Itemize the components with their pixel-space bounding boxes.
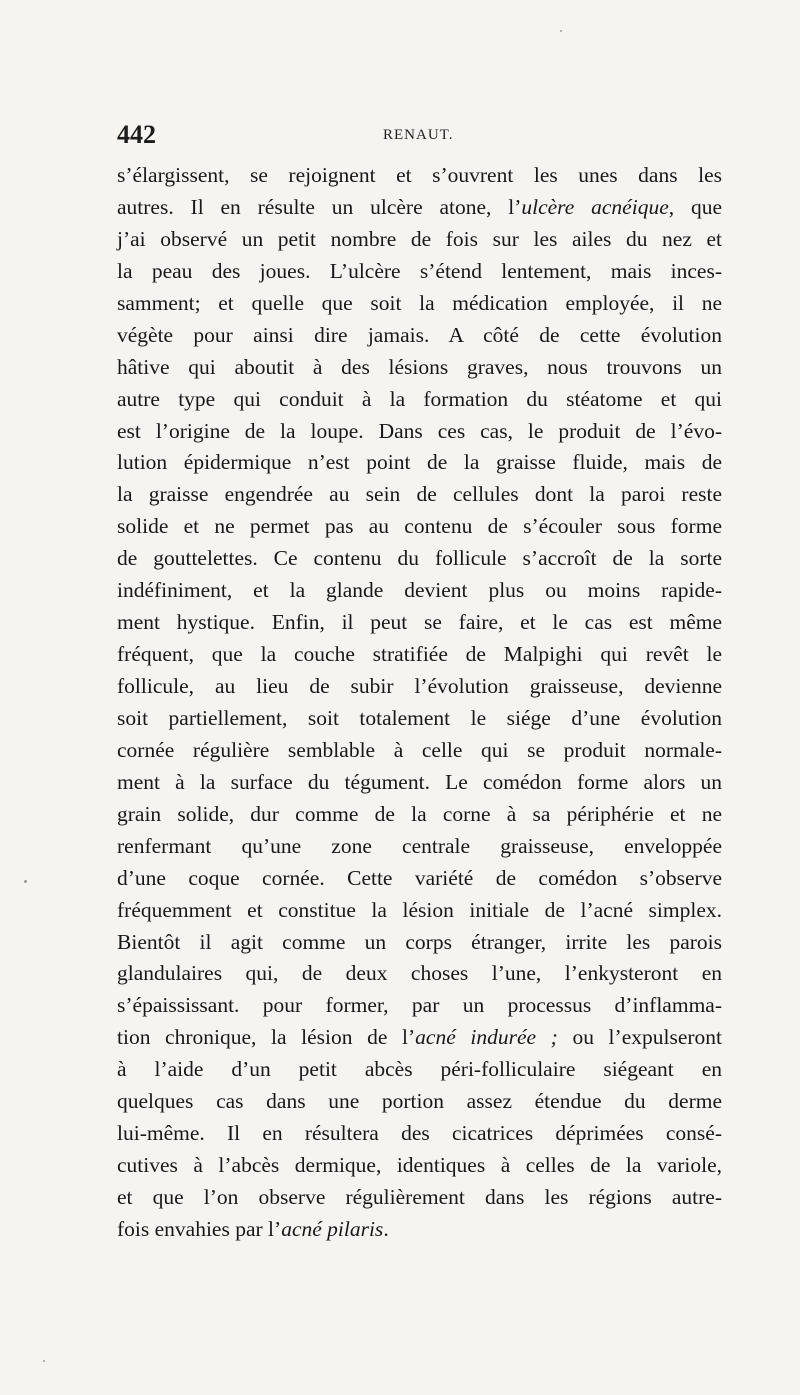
paper-speck bbox=[43, 1360, 45, 1362]
text-span: d’une coque cornée. Cette variété de comédon s’observe bbox=[117, 865, 722, 890]
text-span: Bientôt il agit comme un corps étranger, irrite les parois bbox=[117, 929, 722, 954]
text-line bbox=[117, 224, 722, 256]
text-line bbox=[117, 1150, 722, 1182]
italic-text-span: acné pilaris bbox=[281, 1216, 384, 1241]
text-line bbox=[117, 543, 722, 575]
text-line bbox=[117, 447, 722, 479]
text-line bbox=[117, 416, 722, 448]
text-span: cutives à l’abcès dermique, identiques à celles de la variole, bbox=[117, 1153, 722, 1178]
text-span: glandulaires qui, de deux choses l’une, l’enkysteront en bbox=[117, 961, 722, 986]
text-line bbox=[117, 288, 722, 320]
text-line bbox=[117, 831, 722, 863]
text-line bbox=[117, 575, 722, 607]
text-span: . bbox=[383, 1216, 389, 1241]
text-span: samment; et quelle que soit la médication employée, il ne bbox=[117, 290, 722, 315]
text-line bbox=[117, 799, 722, 831]
body-text bbox=[117, 160, 722, 1246]
text-line bbox=[117, 384, 722, 416]
text-span: la graisse engendrée au sein de cellules dont la paroi reste bbox=[117, 482, 722, 507]
text-line bbox=[117, 192, 722, 224]
text-span: soit partiellement, soit totalement le siége d’une évolution bbox=[117, 705, 722, 730]
text-span: lution épidermique n’est point de la graisse fluide, mais de bbox=[117, 450, 722, 475]
text-span: s’élargissent, se rejoignent et s’ouvrent les unes dans les bbox=[117, 163, 722, 187]
text-span: hâtive qui aboutit à des lésions graves, nous trouvons un bbox=[117, 354, 722, 379]
text-span: ment à la surface du tégument. Le comédon forme alors un bbox=[117, 769, 722, 794]
text-span: renfermant qu’une zone centrale graisseuse, enveloppée bbox=[117, 833, 722, 858]
text-span: j’ai observé un petit nombre de fois sur les ailes du nez et bbox=[117, 226, 722, 251]
text-span: solide et ne permet pas au contenu de s’écouler sous forme bbox=[117, 514, 722, 539]
text-span: grain solide, dur comme de la corne à sa périphérie et ne bbox=[117, 801, 722, 826]
text-line bbox=[117, 160, 722, 192]
text-span: quelques cas dans une portion assez étendue du derme bbox=[117, 1089, 722, 1114]
text-span: s’épaississant. pour former, par un processus d’inflamma- bbox=[117, 993, 722, 1018]
text-span: végète pour ainsi dire jamais. A côté de cette évolution bbox=[117, 322, 722, 347]
text-line bbox=[117, 511, 722, 543]
text-line bbox=[117, 990, 722, 1022]
text-span: tion chronique, la lésion de l’ bbox=[117, 1025, 416, 1050]
text-line bbox=[117, 703, 722, 735]
paper-speck bbox=[24, 880, 27, 883]
text-line bbox=[117, 1054, 722, 1086]
text-span: autre type qui conduit à la formation du stéatome et qui bbox=[117, 386, 722, 411]
text-line bbox=[117, 895, 722, 927]
text-line bbox=[117, 479, 722, 511]
page-number: 442 bbox=[117, 120, 156, 149]
text-span: fréquent, que la couche stratifiée de Malpighi qui revêt le bbox=[117, 642, 722, 667]
text-line bbox=[117, 863, 722, 895]
running-head: RENAUT. bbox=[383, 127, 454, 143]
text-span: de gouttelettes. Ce contenu du follicule s’accroît de la sorte bbox=[117, 546, 722, 571]
text-line bbox=[117, 1214, 722, 1246]
text-span: ment hystique. Enfin, il peut se faire, et le cas est même bbox=[117, 610, 722, 635]
text-line bbox=[117, 767, 722, 799]
text-line bbox=[117, 352, 722, 384]
text-span: autres. Il en résulte un ulcère atone, l’ bbox=[117, 194, 522, 219]
text-span: la peau des joues. L’ulcère s’étend lentement, mais inces- bbox=[117, 258, 722, 283]
text-line bbox=[117, 1118, 722, 1150]
text-line bbox=[117, 927, 722, 959]
text-line bbox=[117, 1086, 722, 1118]
text-span: , que bbox=[668, 194, 722, 219]
italic-text-span: ulcère acnéique bbox=[521, 194, 669, 219]
page-header bbox=[117, 120, 722, 150]
text-span: fréquemment et constitue la lésion initiale de l’acné simplex. bbox=[117, 897, 722, 922]
text-span: follicule, au lieu de subir l’évolution graisseuse, devienne bbox=[117, 674, 722, 698]
text-line bbox=[117, 320, 722, 352]
text-span: cornée régulière semblable à celle qui se produit normale- bbox=[117, 737, 722, 762]
text-span: ou l’expulseront bbox=[557, 1025, 722, 1050]
text-span: est l’origine de la loupe. Dans ces cas, le produit de l’évo- bbox=[117, 418, 722, 443]
text-span: lui-même. Il en résultera des cicatrices déprimées consé- bbox=[117, 1121, 722, 1146]
text-line bbox=[117, 639, 722, 671]
italic-text-span: acné indurée ; bbox=[415, 1025, 558, 1050]
text-line bbox=[117, 1182, 722, 1214]
text-line bbox=[117, 256, 722, 288]
text-line bbox=[117, 671, 722, 703]
text-line bbox=[117, 1022, 722, 1054]
text-span: et que l’on observe régulièrement dans les régions autre- bbox=[117, 1185, 722, 1209]
text-span: fois envahies par l’ bbox=[117, 1216, 282, 1241]
text-line bbox=[117, 607, 722, 639]
text-span: indéfiniment, et la glande devient plus ou moins rapide- bbox=[117, 578, 722, 603]
text-line bbox=[117, 958, 722, 990]
paper-speck bbox=[560, 30, 562, 32]
text-span: à l’aide d’un petit abcès péri-folliculaire siégeant en bbox=[117, 1057, 722, 1082]
text-line bbox=[117, 735, 722, 767]
